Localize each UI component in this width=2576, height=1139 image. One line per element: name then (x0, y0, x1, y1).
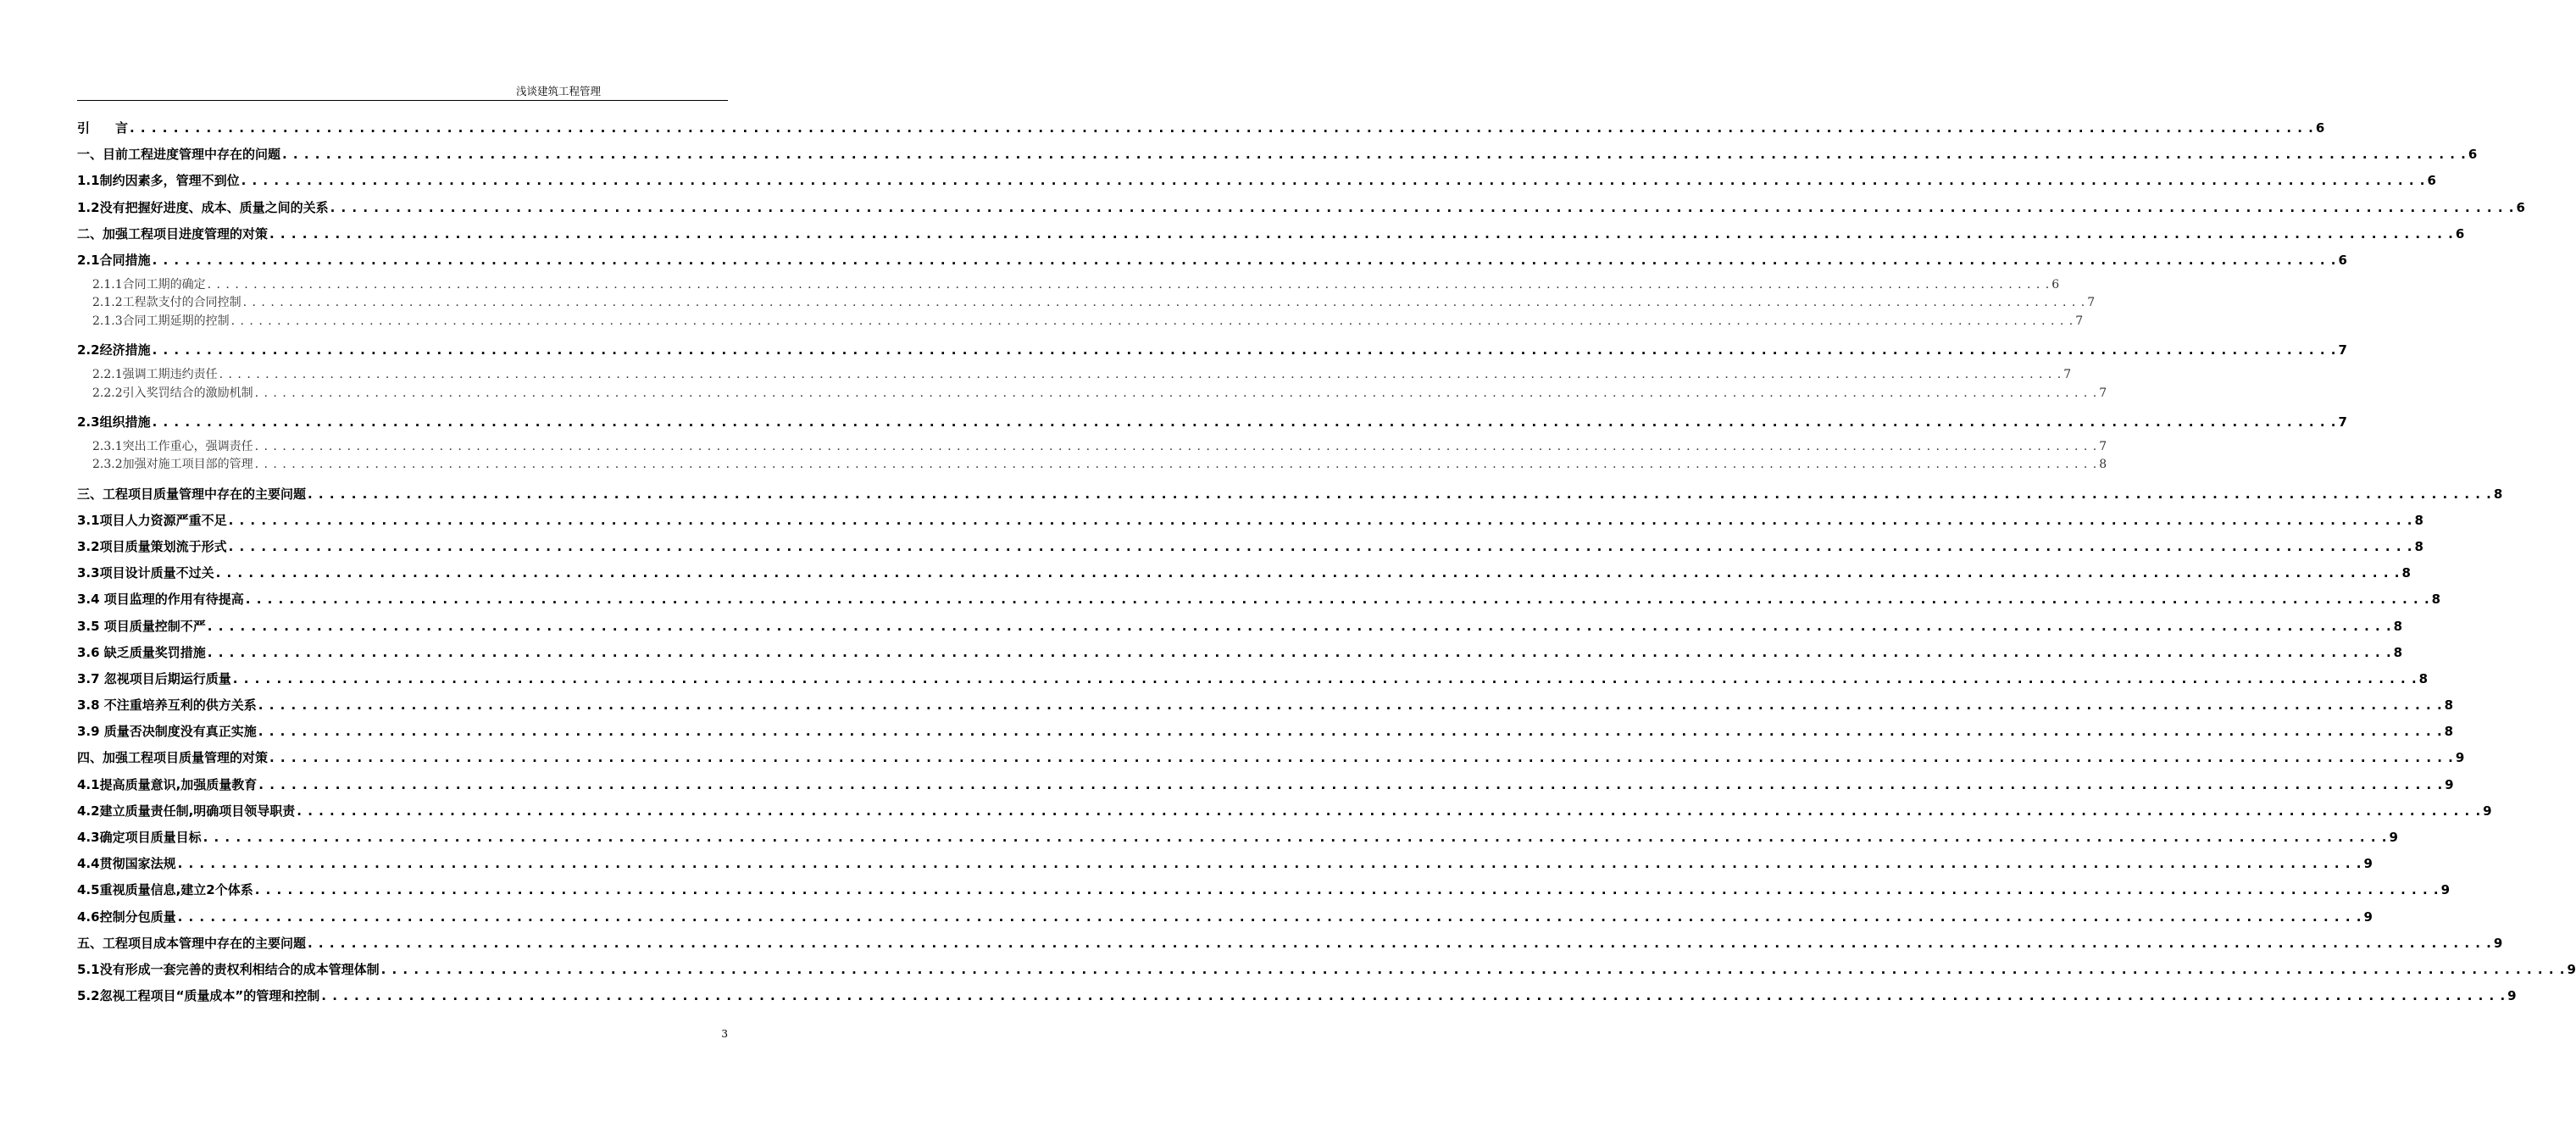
toc-entry-page: 6 (2427, 173, 2436, 189)
toc-entry-page: 6 (2051, 278, 2060, 292)
toc-subentry[interactable] (77, 385, 2107, 403)
toc-leader-dots: . . . . . . . . . . . . . . . . . . . . . . . . . . . . . . . . . . . . . . . . . . . . . . . . . . . . . . . . . . . . . . . . . . . . . . . . . . . . . . . . . . . . . . . . . . . . . . . . . . . . . . . . . . . . . . . . . . . . . . . . . . . . . . . . . . . . . . . . . . . . . . . . . . . . . . . . . . . . . . . . . . . . . . . . . . . . . . . . . . . . . . . . . . . . . . . . . . . . . . . . (254, 439, 2098, 453)
toc-entry-page: 9 (2363, 856, 2373, 872)
toc-entry-label: 4.2建立质量责任制,明确项目领导职责 (77, 803, 296, 819)
toc-entry[interactable] (77, 931, 2503, 957)
toc-leader-dots: . . . . . . . . . . . . . . . . . . . . . . . . . . . . . . . . . . . . . . . . . . . . . . . . . . . . . . . . . . . . . . . . . . . . . . . . . . . . . . . . . . . . . . . . . . . . . . . . . . . . . . . . . . . . . . . . . . . . . . . . . . . . . . . . . . . . . . . . . . . . . . . . . . . . . . . . . . . . . . . . . . . . . . . . . . . . . . . . . . . . . . . . . . . . . . . . . . . . . . . . (297, 803, 2482, 819)
toc-entry-label: 引 言 (77, 119, 129, 136)
toc-entry-page: 9 (2445, 776, 2454, 792)
toc-leader-dots: . . . . . . . . . . . . . . . . . . . . . . . . . . . . . . . . . . . . . . . . . . . . . . . . . . . . . . . . . . . . . . . . . . . . . . . . . . . . . . . . . . . . . . . . . . . . . . . . . . . . . . . . . . . . . . . . . . . . . . . . . . . . . . . . . . . . . . . . . . . . . . . . . . . . . . . . . . . . . . . . . . . . . . . . . . . . . . . . . . . . . . . . . . . . . . . . . . . . . . . . (282, 147, 2467, 163)
toc-entry[interactable] (77, 719, 2454, 745)
toc-leader-dots: . . . . . . . . . . . . . . . . . . . . . . . . . . . . . . . . . . . . . . . . . . . . . . . . . . . . . . . . . . . . . . . . . . . . . . . . . . . . . . . . . . . . . . . . . . . . . . . . . . . . . . . . . . . . . . . . . . . . . . . . . . . . . . . . . . . . . . . . . . . . . . . . . . . . . . . . . . . . . . . . . . . . . . . . . . . . . . . . . . . . . . . . . . . . . . . . . . . . . . . . (207, 618, 2392, 634)
toc-entry[interactable] (77, 745, 2465, 771)
toc-leader-dots: . . . . . . . . . . . . . . . . . . . . . . . . . . . . . . . . . . . . . . . . . . . . . . . . . . . . . . . . . . . . . . . . . . . . . . . . . . . . . . . . . . . . . . . . . . . . . . . . . . . . . . . . . . . . . . . . . . . . . . . . . . . . . . . . . . . . . . . . . . . . . . . . . . . . . . . . . . . . . . . . . . . . . . . . . . . . . . . . . . . . . . . . . . . . . . . . . . . . . . . . (380, 961, 2566, 977)
toc-entry[interactable] (77, 409, 2347, 436)
toc-leader-dots: . . . . . . . . . . . . . . . . . . . . . . . . . . . . . . . . . . . . . . . . . . . . . . . . . . . . . . . . . . . . . . . . . . . . . . . . . . . . . . . . . . . . . . . . . . . . . . . . . . . . . . . . . . . . . . . . . . . . . . . . . . . . . . . . . . . . . . . . . . . . . . . . . . . . . . . . . . . . . . . . . . . . . . . . . . . . . . . . . . . . . . . . . . . . . . . . . . . . . . . . (228, 512, 2413, 528)
running-header (77, 85, 728, 101)
toc-entry[interactable] (77, 168, 2436, 194)
toc-entry-label: 5.1没有形成一套完善的责权利相结合的成本管理体制 (77, 961, 380, 977)
toc-entry-page: 8 (2393, 644, 2403, 660)
toc-leader-dots: . . . . . . . . . . . . . . . . . . . . . . . . . . . . . . . . . . . . . . . . . . . . . . . . . . . . . . . . . . . . . . . . . . . . . . . . . . . . . . . . . . . . . . . . . . . . . . . . . . . . . . . . . . . . . . . . . . . . . . . . . . . . . . . . . . . . . . . . . . . . . . . . . . . . . . . . . . . . . . . . . . . . . . . . . . . . . . . . . . . . . . . . . . . . . . . . . . . . . . . . (242, 296, 2086, 310)
toc-entry[interactable] (77, 534, 2423, 560)
toc-entry-page: 9 (2493, 935, 2503, 951)
toc-leader-dots: . . . . . . . . . . . . . . . . . . . . . . . . . . . . . . . . . . . . . . . . . . . . . . . . . . . . . . . . . . . . . . . . . . . . . . . . . . . . . . . . . . . . . . . . . . . . . . . . . . . . . . . . . . . . . . . . . . . . . . . . . . . . . . . . . . . . . . . . . . . . . . . . . . . . . . . . . . . . . . . . . . . . . . . . . . . . . . . . . . . . . . . . . . . . . . . . . . . . . . . . (269, 750, 2454, 766)
toc-entry-page: 7 (2075, 314, 2084, 328)
toc-entry-page: 8 (2401, 565, 2411, 581)
toc-entry[interactable] (77, 798, 2492, 825)
toc-entry[interactable] (77, 508, 2423, 534)
toc-leader-dots: . . . . . . . . . . . . . . . . . . . . . . . . . . . . . . . . . . . . . . . . . . . . . . . . . . . . . . . . . . . . . . . . . . . . . . . . . . . . . . . . . . . . . . . . . . . . . . . . . . . . . . . . . . . . . . . . . . . . . . . . . . . . . . . . . . . . . . . . . . . . . . . . . . . . . . . . . . . . . . . . . . . . . . . . . . . . . . . . . . . . . . . . . . . . . . . . . . . . . . . . (152, 414, 2337, 430)
toc-entry[interactable] (77, 481, 2503, 508)
toc-entry-label: 1.1制约因素多，管理不到位 (77, 173, 240, 189)
toc-entry-page: 8 (2414, 512, 2423, 528)
toc-subentry[interactable] (77, 294, 2096, 312)
toc-entry-label: 5.2忽视工程项目“质量成本”的管理和控制 (77, 988, 320, 1004)
toc-entry-page: 9 (2483, 803, 2492, 819)
toc-leader-dots: . . . . . . . . . . . . . . . . . . . . . . . . . . . . . . . . . . . . . . . . . . . . . . . . . . . . . . . . . . . . . . . . . . . . . . . . . . . . . . . . . . . . . . . . . . . . . . . . . . . . . . . . . . . . . . . . . . . . . . . . . . . . . . . . . . . . . . . . . . . . . . . . . . . . . . . . . . . . . . . . . . . . . . . . . . . . . . . . . . . . . . . . . . . . . . . . . . . . . . . . (207, 278, 2051, 292)
toc-entry-label: 一、目前工程进度管理中存在的问题 (77, 147, 281, 163)
toc-subentry[interactable] (77, 313, 2084, 331)
toc-leader-dots: . . . . . . . . . . . . . . . . . . . . . . . . . . . . . . . . . . . . . . . . . . . . . . . . . . . . . . . . . . . . . . . . . . . . . . . . . . . . . . . . . . . . . . . . . . . . . . . . . . . . . . . . . . . . . . . . . . . . . . . . . . . . . . . . . . . . . . . . . . . . . . . . . . . . . . . . . . . . . . . . . . . . . . . . . . . . . . . . . . . . . . . . . . . . . . . . . . . . . . . . (258, 724, 2443, 740)
toc-entry[interactable] (77, 957, 2576, 983)
toc-entry-label: 3.8 不注重培养互利的供方关系 (77, 697, 257, 714)
toc-entry-label: 3.4 项目监理的作用有待提高 (77, 592, 244, 608)
toc-entry[interactable] (77, 560, 2411, 586)
page-number: 3 (721, 1028, 728, 1040)
toc-leader-dots: . . . . . . . . . . . . . . . . . . . . . . . . . . . . . . . . . . . . . . . . . . . . . . . . . . . . . . . . . . . . . . . . . . . . . . . . . . . . . . . . . . . . . . . . . . . . . . . . . . . . . . . . . . . . . . . . . . . . . . . . . . . . . . . . . . . . . . . . . . . . . . . . . . . . . . . . . . . . . . . . . . . . . . . . . . . . . . . . . . . . . . . . . . . . . . . . . . . . . . . . (245, 592, 2430, 608)
toc-entry-page: 6 (2455, 225, 2465, 242)
toc-entry-label: 1.2没有把握好进度、成本、质量之间的关系 (77, 199, 329, 215)
toc-entry[interactable] (77, 666, 2429, 692)
toc-leader-dots: . . . . . . . . . . . . . . . . . . . . . . . . . . . . . . . . . . . . . . . . . . . . . . . . . . . . . . . . . . . . . . . . . . . . . . . . . . . . . . . . . . . . . . . . . . . . . . . . . . . . . . . . . . . . . . . . . . . . . . . . . . . . . . . . . . . . . . . . . . . . . . . . . . . . . . . . . . . . . . . . . . . . . . . . . . . . . . . . . . . . . . . . . . . . . . . . . . . . . . . . (254, 458, 2098, 472)
toc-entry[interactable] (77, 337, 2347, 364)
toc-spacer (77, 475, 728, 481)
toc-leader-dots: . . . . . . . . . . . . . . . . . . . . . . . . . . . . . . . . . . . . . . . . . . . . . . . . . . . . . . . . . . . . . . . . . . . . . . . . . . . . . . . . . . . . . . . . . . . . . . . . . . . . . . . . . . . . . . . . . . . . . . . . . . . . . . . . . . . . . . . . . . . . . . . . . . . . . . . . . . . . . . . . . . . . . . . . . . . . . . . . . . . . . . . . . . . . . . . . . . . . . . . . (232, 670, 2418, 686)
toc-entry-page: 9 (2567, 961, 2576, 977)
toc-entry-page: 7 (2099, 439, 2107, 453)
toc-entry-label: 3.3项目设计质量不过关 (77, 565, 214, 581)
toc-leader-dots: . . . . . . . . . . . . . . . . . . . . . . . . . . . . . . . . . . . . . . . . . . . . . . . . . . . . . . . . . . . . . . . . . . . . . . . . . . . . . . . . . . . . . . . . . . . . . . . . . . . . . . . . . . . . . . . . . . . . . . . . . . . . . . . . . . . . . . . . . . . . . . . . . . . . . . . . . . . . . . . . . . . . . . . . . . . . . . . . . . . . . . . . . . . . . . . . . . . . . . . . (177, 908, 2362, 925)
toc-leader-dots: . . . . . . . . . . . . . . . . . . . . . . . . . . . . . . . . . . . . . . . . . . . . . . . . . . . . . . . . . . . . . . . . . . . . . . . . . . . . . . . . . . . . . . . . . . . . . . . . . . . . . . . . . . . . . . . . . . . . . . . . . . . . . . . . . . . . . . . . . . . . . . . . . . . . . . . . . . . . . . . . . . . . . . . . . . . . . . . . . . . . . . . . . . . . . . . . . . . . . . . . (228, 538, 2413, 554)
toc-spacer (77, 331, 728, 337)
toc-entry-page: 6 (2468, 147, 2478, 163)
toc-leader-dots: . . . . . . . . . . . . . . . . . . . . . . . . . . . . . . . . . . . . . . . . . . . . . . . . . . . . . . . . . . . . . . . . . . . . . . . . . . . . . . . . . . . . . . . . . . . . . . . . . . . . . . . . . . . . . . . . . . . . . . . . . . . . . . . . . . . . . . . . . . . . . . . . . . . . . . . . . . . . . . . . . . . . . . . . . . . . . . . . . . . . . . . . . . . . . . . . . . . . . . . . (269, 225, 2454, 242)
toc-entry-label: 2.1.3合同工期延期的控制 (92, 314, 230, 328)
toc-leader-dots: . . . . . . . . . . . . . . . . . . . . . . . . . . . . . . . . . . . . . . . . . . . . . . . . . . . . . . . . . . . . . . . . . . . . . . . . . . . . . . . . . . . . . . . . . . . . . . . . . . . . . . . . . . . . . . . . . . . . . . . . . . . . . . . . . . . . . . . . . . . . . . . . . . . . . . . . . . . . . . . . . . . . . . . . . . . . . . . . . . . . . . . . . . . . . . . . . . . . . . . . (230, 314, 2074, 328)
toc-subentry[interactable] (77, 438, 2107, 456)
toc-entry-label: 4.4贯彻国家法规 (77, 856, 176, 872)
toc-entry[interactable] (77, 772, 2454, 798)
toc-leader-dots: . . . . . . . . . . . . . . . . . . . . . . . . . . . . . . . . . . . . . . . . . . . . . . . . . . . . . . . . . . . . . . . . . . . . . . . . . . . . . . . . . . . . . . . . . . . . . . . . . . . . . . . . . . . . . . . . . . . . . . . . . . . . . . . . . . . . . . . . . . . . . . . . . . . . . . . . . . . . . . . . . . . . . . . . . . . . . . . . . . . . . . . . . . . . . . . . . . . . . . . . (130, 119, 2314, 136)
toc-leader-dots: . . . . . . . . . . . . . . . . . . . . . . . . . . . . . . . . . . . . . . . . . . . . . . . . . . . . . . . . . . . . . . . . . . . . . . . . . . . . . . . . . . . . . . . . . . . . . . . . . . . . . . . . . . . . . . . . . . . . . . . . . . . . . . . . . . . . . . . . . . . . . . . . . . . . . . . . . . . . . . . . . . . . . . . . . . . . . . . . . . . . . . . . . . . . . . . . . . . . . . . . (258, 776, 2444, 792)
toc-leader-dots: . . . . . . . . . . . . . . . . . . . . . . . . . . . . . . . . . . . . . . . . . . . . . . . . . . . . . . . . . . . . . . . . . . . . . . . . . . . . . . . . . . . . . . . . . . . . . . . . . . . . . . . . . . . . . . . . . . . . . . . . . . . . . . . . . . . . . . . . . . . . . . . . . . . . . . . . . . . . . . . . . . . . . . . . . . . . . . . . . . . . . . . . . . . . . . . . . . . . . . . . (330, 199, 2515, 215)
toc-entry[interactable] (77, 142, 2478, 168)
toc-entry-page: 9 (2507, 988, 2517, 1004)
toc-leader-dots: . . . . . . . . . . . . . . . . . . . . . . . . . . . . . . . . . . . . . . . . . . . . . . . . . . . . . . . . . . . . . . . . . . . . . . . . . . . . . . . . . . . . . . . . . . . . . . . . . . . . . . . . . . . . . . . . . . . . . . . . . . . . . . . . . . . . . . . . . . . . . . . . . . . . . . . . . . . . . . . . . . . . . . . . . . . . . . . . . . . . . . . . . . . . . . . . . . . . . . . . (152, 252, 2337, 268)
toc-entry-label: 4.5重视质量信息,建立2个体系 (77, 882, 253, 898)
toc-entry-page: 7 (2063, 368, 2072, 382)
toc-entry-label: 2.1.2工程款支付的合同控制 (92, 296, 242, 310)
toc-leader-dots: . . . . . . . . . . . . . . . . . . . . . . . . . . . . . . . . . . . . . . . . . . . . . . . . . . . . . . . . . . . . . . . . . . . . . . . . . . . . . . . . . . . . . . . . . . . . . . . . . . . . . . . . . . . . . . . . . . . . . . . . . . . . . . . . . . . . . . . . . . . . . . . . . . . . . . . . . . . . . . . . . . . . . . . . . . . . . . . . . . . . . . . . . . . . . . . . . . . . . . . . (219, 368, 2062, 382)
toc-entry-label: 2.1.1合同工期的确定 (92, 278, 206, 292)
toc-entry-label: 2.3.1突出工作重心，强调责任 (92, 439, 253, 453)
toc-entry-page: 7 (2338, 342, 2347, 358)
toc-entry-page: 6 (2315, 119, 2325, 136)
toc-entry-page: 8 (2099, 458, 2107, 472)
toc-entry[interactable] (77, 586, 2441, 613)
toc-entry-label: 2.2.2引入奖罚结合的激励机制 (92, 386, 253, 400)
toc-entry-page: 8 (2414, 538, 2423, 554)
toc-entry-page: 8 (2393, 618, 2403, 634)
toc-entry[interactable] (77, 983, 2517, 1009)
toc-entry-label: 2.3组织措施 (77, 414, 151, 430)
toc-entry-label: 2.3.2加强对施工项目部的管理 (92, 458, 253, 472)
toc-leader-dots: . . . . . . . . . . . . . . . . . . . . . . . . . . . . . . . . . . . . . . . . . . . . . . . . . . . . . . . . . . . . . . . . . . . . . . . . . . . . . . . . . . . . . . . . . . . . . . . . . . . . . . . . . . . . . . . . . . . . . . . . . . . . . . . . . . . . . . . . . . . . . . . . . . . . . . . . . . . . . . . . . . . . . . . . . . . . . . . . . . . . . . . . . . . . . . . . . . . . . . . . (215, 565, 2401, 581)
toc-entry-page: 7 (2087, 296, 2096, 310)
toc-entry[interactable] (77, 115, 2325, 142)
toc-leader-dots: . . . . . . . . . . . . . . . . . . . . . . . . . . . . . . . . . . . . . . . . . . . . . . . . . . . . . . . . . . . . . . . . . . . . . . . . . . . . . . . . . . . . . . . . . . . . . . . . . . . . . . . . . . . . . . . . . . . . . . . . . . . . . . . . . . . . . . . . . . . . . . . . . . . . . . . . . . . . . . . . . . . . . . . . . . . . . . . . . . . . . . . . . . . . . . . . . . . . . . . . (207, 644, 2392, 660)
toc-entry-page: 7 (2099, 386, 2107, 400)
toc-entry[interactable] (77, 221, 2465, 247)
toc-entry-page: 8 (2493, 486, 2503, 502)
toc-leader-dots: . . . . . . . . . . . . . . . . . . . . . . . . . . . . . . . . . . . . . . . . . . . . . . . . . . . . . . . . . . . . . . . . . . . . . . . . . . . . . . . . . . . . . . . . . . . . . . . . . . . . . . . . . . . . . . . . . . . . . . . . . . . . . . . . . . . . . . . . . . . . . . . . . . . . . . . . . . . . . . . . . . . . . . . . . . . . . . . . . . . . . . . . . . . . . . . . . . . . . . . . (308, 486, 2492, 502)
toc-entry-label: 2.2经济措施 (77, 342, 151, 358)
table-of-contents (77, 115, 2576, 1009)
toc-entry[interactable] (77, 851, 2373, 877)
toc-entry-label: 三、工程项目质量管理中存在的主要问题 (77, 486, 307, 502)
toc-entry[interactable] (77, 904, 2373, 931)
toc-entry-page: 8 (2444, 724, 2454, 740)
toc-entry-label: 2.1合同措施 (77, 252, 151, 268)
toc-entry[interactable] (77, 614, 2403, 640)
toc-subentry[interactable] (77, 366, 2072, 384)
toc-entry-page: 9 (2389, 830, 2398, 845)
toc-entry-label: 3.5 项目质量控制不严 (77, 618, 206, 634)
toc-entry[interactable] (77, 247, 2347, 274)
toc-entry[interactable] (77, 825, 2398, 851)
toc-entry-label: 3.9 质量否决制度没有真正实施 (77, 724, 257, 740)
toc-entry-page: 8 (2431, 592, 2441, 608)
toc-entry-label: 3.2项目质量策划流于形式 (77, 538, 227, 554)
toc-leader-dots: . . . . . . . . . . . . . . . . . . . . . . . . . . . . . . . . . . . . . . . . . . . . . . . . . . . . . . . . . . . . . . . . . . . . . . . . . . . . . . . . . . . . . . . . . . . . . . . . . . . . . . . . . . . . . . . . . . . . . . . . . . . . . . . . . . . . . . . . . . . . . . . . . . . . . . . . . . . . . . . . . . . . . . . . . . . . . . . . . . . . . . . . . . . . . . . . . . . . . . . . (258, 697, 2443, 714)
toc-entry-page: 6 (2338, 252, 2347, 268)
toc-entry[interactable] (77, 877, 2451, 903)
toc-leader-dots: . . . . . . . . . . . . . . . . . . . . . . . . . . . . . . . . . . . . . . . . . . . . . . . . . . . . . . . . . . . . . . . . . . . . . . . . . . . . . . . . . . . . . . . . . . . . . . . . . . . . . . . . . . . . . . . . . . . . . . . . . . . . . . . . . . . . . . . . . . . . . . . . . . . . . . . . . . . . . . . . . . . . . . . . . . . . . . . . . . . . . . . . . . . . . . . . . . . . . . . . (254, 386, 2098, 400)
toc-entry-label: 3.1项目人力资源严重不足 (77, 512, 227, 528)
toc-entry-label: 3.6 缺乏质量奖罚措施 (77, 644, 206, 660)
toc-entry-label: 二、加强工程项目进度管理的对策 (77, 225, 269, 242)
toc-leader-dots: . . . . . . . . . . . . . . . . . . . . . . . . . . . . . . . . . . . . . . . . . . . . . . . . . . . . . . . . . . . . . . . . . . . . . . . . . . . . . . . . . . . . . . . . . . . . . . . . . . . . . . . . . . . . . . . . . . . . . . . . . . . . . . . . . . . . . . . . . . . . . . . . . . . . . . . . . . . . . . . . . . . . . . . . . . . . . . . . . . . . . . . . . . . . . . . . . . . . . . . . (203, 830, 2388, 845)
toc-entry-page: 9 (2455, 750, 2465, 766)
header-title: 浅谈建筑工程管理 (515, 85, 601, 97)
toc-entry[interactable] (77, 692, 2454, 719)
toc-entry-label: 4.3确定项目质量目标 (77, 830, 202, 845)
toc-entry-page: 9 (2440, 882, 2451, 898)
toc-entry-label: 4.6控制分包质量 (77, 908, 176, 925)
toc-leader-dots: . . . . . . . . . . . . . . . . . . . . . . . . . . . . . . . . . . . . . . . . . . . . . . . . . . . . . . . . . . . . . . . . . . . . . . . . . . . . . . . . . . . . . . . . . . . . . . . . . . . . . . . . . . . . . . . . . . . . . . . . . . . . . . . . . . . . . . . . . . . . . . . . . . . . . . . . . . . . . . . . . . . . . . . . . . . . . . . . . . . . . . . . . . . . . . . . . . . . . . . . (241, 173, 2426, 189)
toc-leader-dots: . . . . . . . . . . . . . . . . . . . . . . . . . . . . . . . . . . . . . . . . . . . . . . . . . . . . . . . . . . . . . . . . . . . . . . . . . . . . . . . . . . . . . . . . . . . . . . . . . . . . . . . . . . . . . . . . . . . . . . . . . . . . . . . . . . . . . . . . . . . . . . . . . . . . . . . . . . . . . . . . . . . . . . . . . . . . . . . . . . . . . . . . . . . . . . . . . . . . . . . . (321, 988, 2507, 1004)
toc-subentry[interactable] (77, 456, 2107, 474)
toc-leader-dots: . . . . . . . . . . . . . . . . . . . . . . . . . . . . . . . . . . . . . . . . . . . . . . . . . . . . . . . . . . . . . . . . . . . . . . . . . . . . . . . . . . . . . . . . . . . . . . . . . . . . . . . . . . . . . . . . . . . . . . . . . . . . . . . . . . . . . . . . . . . . . . . . . . . . . . . . . . . . . . . . . . . . . . . . . . . . . . . . . . . . . . . . . . . . . . . . . . . . . . . . (177, 856, 2362, 872)
toc-entry[interactable] (77, 195, 2525, 221)
toc-leader-dots: . . . . . . . . . . . . . . . . . . . . . . . . . . . . . . . . . . . . . . . . . . . . . . . . . . . . . . . . . . . . . . . . . . . . . . . . . . . . . . . . . . . . . . . . . . . . . . . . . . . . . . . . . . . . . . . . . . . . . . . . . . . . . . . . . . . . . . . . . . . . . . . . . . . . . . . . . . . . . . . . . . . . . . . . . . . . . . . . . . . . . . . . . . . . . . . . . . . . . . . . (254, 882, 2440, 898)
toc-leader-dots: . . . . . . . . . . . . . . . . . . . . . . . . . . . . . . . . . . . . . . . . . . . . . . . . . . . . . . . . . . . . . . . . . . . . . . . . . . . . . . . . . . . . . . . . . . . . . . . . . . . . . . . . . . . . . . . . . . . . . . . . . . . . . . . . . . . . . . . . . . . . . . . . . . . . . . . . . . . . . . . . . . . . . . . . . . . . . . . . . . . . . . . . . . . . . . . . . . . . . . . . (152, 342, 2337, 358)
toc-subentry[interactable] (77, 276, 2060, 294)
toc-entry-page: 7 (2338, 414, 2347, 430)
toc-entry-page: 8 (2444, 697, 2454, 714)
toc-entry-label: 2.2.1强调工期违约责任 (92, 368, 218, 382)
toc-leader-dots: . . . . . . . . . . . . . . . . . . . . . . . . . . . . . . . . . . . . . . . . . . . . . . . . . . . . . . . . . . . . . . . . . . . . . . . . . . . . . . . . . . . . . . . . . . . . . . . . . . . . . . . . . . . . . . . . . . . . . . . . . . . . . . . . . . . . . . . . . . . . . . . . . . . . . . . . . . . . . . . . . . . . . . . . . . . . . . . . . . . . . . . . . . . . . . . . . . . . . . . . (308, 935, 2492, 951)
toc-entry[interactable] (77, 640, 2403, 666)
toc-entry-label: 3.7 忽视项目后期运行质量 (77, 670, 231, 686)
toc-entry-page: 8 (2418, 670, 2429, 686)
toc-entry-label: 五、工程项目成本管理中存在的主要问题 (77, 935, 307, 951)
toc-entry-label: 4.1提高质量意识,加强质量教育 (77, 776, 258, 792)
toc-entry-label: 四、加强工程项目质量管理的对策 (77, 750, 269, 766)
toc-spacer (77, 403, 728, 409)
toc-entry-page: 6 (2516, 199, 2525, 215)
toc-entry-page: 9 (2363, 908, 2373, 925)
